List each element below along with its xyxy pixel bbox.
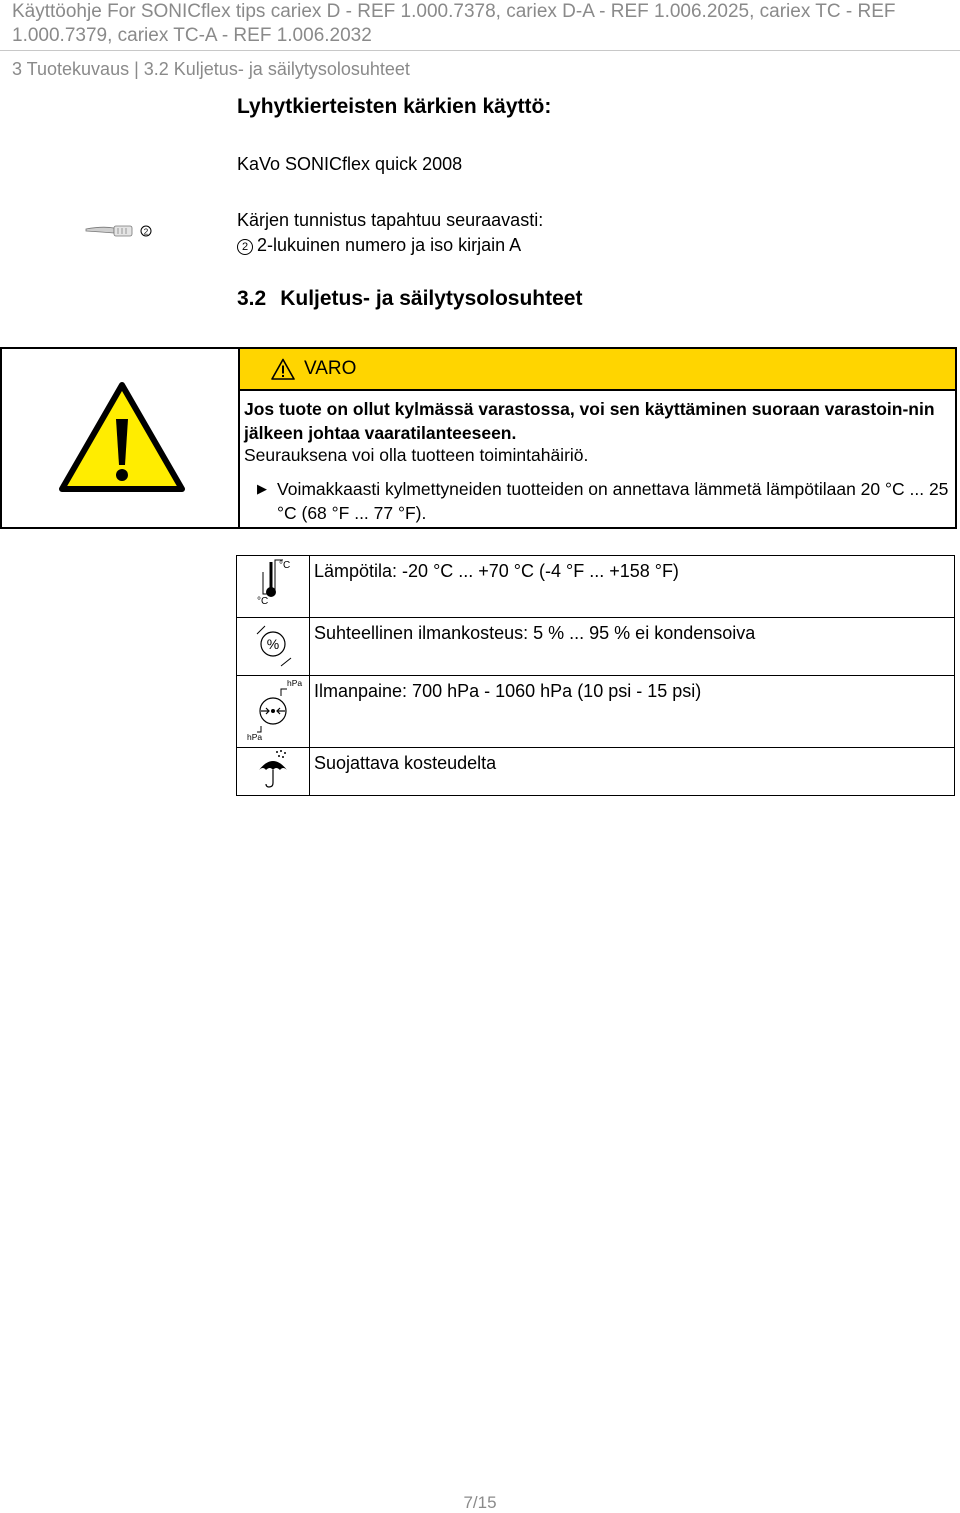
section-title: Kuljetus- ja säilytysolosuhteet	[280, 287, 583, 310]
condition-text: Lämpötila: -20 °C ... +70 °C (-4 °F ... +158 °F)	[310, 556, 955, 618]
humidity-label: %	[266, 636, 280, 652]
bullet-arrow-icon: ▶	[257, 481, 267, 496]
warning-statement: Jos tuote on ollut kylmässä varastossa, voi sen käyttäminen suoraan varastoin-nin jälkeen johtaa vaaratilanteeseen.	[244, 399, 935, 443]
section-heading	[237, 287, 582, 311]
table-row	[237, 556, 955, 618]
condition-icon-cell	[237, 556, 310, 618]
table-row	[237, 676, 955, 748]
identification-text: 2-lukuinen numero ja iso kirjain A	[257, 235, 522, 255]
warning-consequence: Seurauksena voi olla tuotteen toimintahäiriö.	[244, 445, 589, 465]
warning-small-icon	[271, 358, 295, 380]
identification-intro: Kärjen tunnistus tapahtuu seuraavasti:	[237, 210, 544, 230]
thermometer-icon	[237, 556, 309, 612]
temp-max-label: °C	[279, 560, 291, 571]
breadcrumb: 3 Tuotekuvaus | 3.2 Kuljetus- ja säilytysolosuhteet	[12, 59, 410, 79]
warning-action	[257, 477, 960, 525]
tips-heading: Lyhytkierteisten kärkien käyttö:	[237, 95, 552, 118]
header-divider	[0, 50, 960, 51]
condition-icon-cell	[237, 748, 310, 796]
product-name: KaVo SONICflex quick 2008	[237, 154, 463, 174]
page-number: 7/15	[463, 1493, 497, 1512]
umbrella-icon	[237, 748, 309, 790]
condition-icon-cell	[237, 618, 310, 676]
conditions-table	[236, 555, 955, 796]
pressure-min-label: hPa	[247, 732, 263, 742]
tip-marker-label: 2	[143, 227, 149, 237]
marker-badge: 2	[237, 239, 253, 255]
section-number: 3.2	[237, 287, 267, 310]
humidity-icon	[237, 618, 309, 670]
tip-illustration	[84, 220, 154, 247]
condition-icon-cell	[237, 676, 310, 748]
condition-text: Suhteellinen ilmankosteus: 5 % ... 95 % ei kondensoiva	[310, 618, 955, 676]
table-row	[237, 748, 955, 796]
temp-min-label: °C	[257, 596, 269, 607]
table-row	[237, 618, 955, 676]
condition-text: Ilmanpaine: 700 hPa - 1060 hPa (10 psi - 15 psi)	[310, 676, 955, 748]
warning-sign-cell	[2, 349, 240, 527]
condition-text: Suojattava kosteudelta	[310, 748, 955, 796]
warning-banner	[240, 349, 955, 391]
pressure-max-label: hPa	[287, 678, 303, 688]
identification-item	[237, 234, 521, 256]
warning-action-text: Voimakkaasti kylmettyneiden tuotteiden on annettava lämmetä lämpötilaan 20 °C ... 25 °C (68 °F ... 77 °F).	[277, 479, 949, 523]
document-title: Käyttöohje For SONICflex tips cariex D - REF 1.000.7378, cariex D-A - REF 1.006.2025, cariex TC - REF 1.000.7379, cariex TC-A - REF 1.006.2032	[12, 1, 896, 46]
warning-label: VARO	[304, 358, 357, 379]
warning-box	[0, 347, 957, 529]
pressure-icon	[237, 676, 309, 742]
warning-triangle-icon	[58, 381, 186, 493]
